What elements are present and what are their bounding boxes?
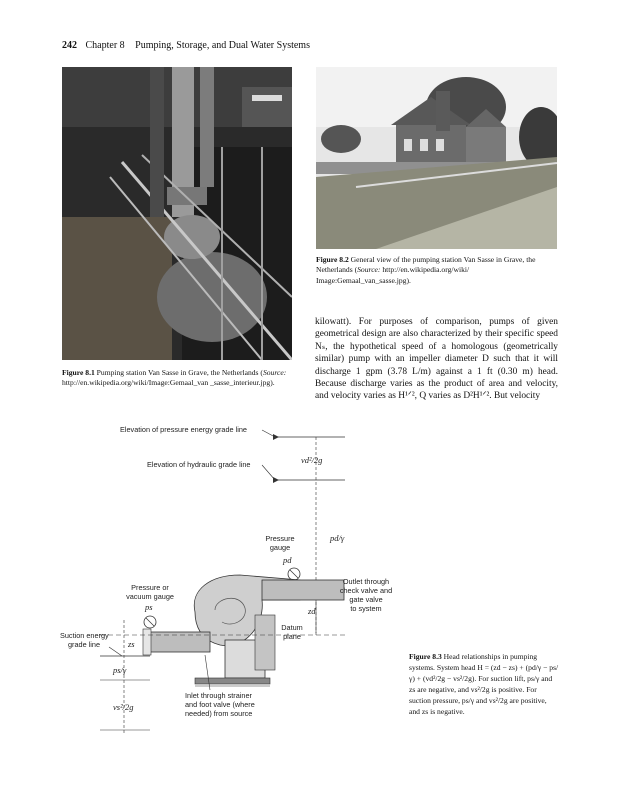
ps-gamma-label: ps/γ — [113, 665, 127, 675]
figure-8-3-label: Figure 8.3 — [409, 652, 442, 661]
pressure-gauge-label-1: Pressure — [265, 534, 295, 543]
zd-label: zd — [308, 606, 316, 616]
zs-label: zs — [128, 639, 135, 649]
figure-8-2-source-label: Source: — [357, 265, 381, 275]
vacuum-gauge-label-1: Pressure or — [131, 583, 169, 592]
figure-8-1-caption-pre: Pumping station Van Sasse in Grave, the Netherlands ( — [96, 368, 263, 377]
inlet-label-1: Inlet through strainer — [185, 691, 252, 700]
figure-8-1-caption-post: http://en.wikipedia.org/wiki/Image:Gemaal_van _sasse_interieur.jpg). — [62, 378, 275, 388]
inlet-label-2: and foot valve (where — [185, 700, 255, 709]
figure-8-2-caption-pre: General view of the pumping station Van Sasse in Grave, the Netherlands ( — [316, 255, 536, 275]
figure-8-1-source-label: Source: — [262, 368, 287, 377]
elev-hydraulic-label: Elevation of hydraulic grade line — [147, 460, 251, 469]
vs-head-label: vs²/2g — [113, 702, 134, 712]
outlet-label-3: gate valve — [349, 595, 383, 604]
ps-label: ps — [145, 602, 153, 612]
body-paragraph: kilowatt). For purposes of comparison, pumps of given geometrical design are also characterized by their specific speed Nₛ, the hypothetical speed of a homologous (geometrically similar) pump with an impeller diameter D such that it will discharge 1 gpm (3.78 L/m) against a 1 ft (0.30 m) head. Because discharge varies as the product of area and velocity, and velocity varies as H¹ᐟ², Q varies as D²H¹ᐟ². But velocity — [315, 317, 558, 402]
figure-8-2-label: Figure 8.2 — [316, 255, 349, 264]
vd-head-label: vd²/2g — [301, 455, 323, 465]
suction-grade-label-2: grade line — [68, 640, 101, 649]
datum-label-1: Datum — [281, 623, 303, 632]
figure-8-1-label: Figure 8.1 — [62, 368, 95, 377]
chapter-label: Chapter 8 — [85, 40, 125, 51]
page-number: 242 — [62, 40, 77, 51]
discharge-pipe-icon — [262, 580, 344, 600]
pd-gamma-label: pd/γ — [330, 533, 345, 543]
figure-8-3-caption — [409, 651, 559, 717]
elev-pressure-label: Elevation of pressure energy grade line — [120, 425, 247, 434]
outlet-label-2: check valve and — [339, 586, 393, 595]
inlet-label-3: needed) from source — [185, 709, 253, 718]
suction-grade-label-1: Suction energy — [60, 631, 109, 640]
vacuum-gauge-label-2: vacuum gauge — [126, 592, 174, 601]
outlet-label-4: to system — [350, 604, 382, 613]
pressure-gauge-label-2: gauge — [269, 543, 291, 552]
pd-label: pd — [283, 555, 292, 565]
chapter-title: Pumping, Storage, and Dual Water Systems — [135, 40, 310, 51]
datum-label-2: plane — [283, 632, 301, 641]
pump-base-icon — [195, 678, 270, 684]
figure-8-2-caption-post: http://en.wikipedia.org/wiki/ Image:Gemaal_van_sasse.jpg). — [316, 265, 470, 285]
figure-8-3-caption-text: Head relationships in pumping systems. System head H = (zd − zs) + (pd/γ − ps/γ) + (vd²/2g − vs²/2g). For suction lift, ps/γ and zs are negative, and vs²/2g is positive. For suction pressure, ps/γ and vs²/2g are positive, and zs is negative. — [409, 652, 559, 716]
outlet-label-1: Outlet through — [342, 577, 390, 586]
